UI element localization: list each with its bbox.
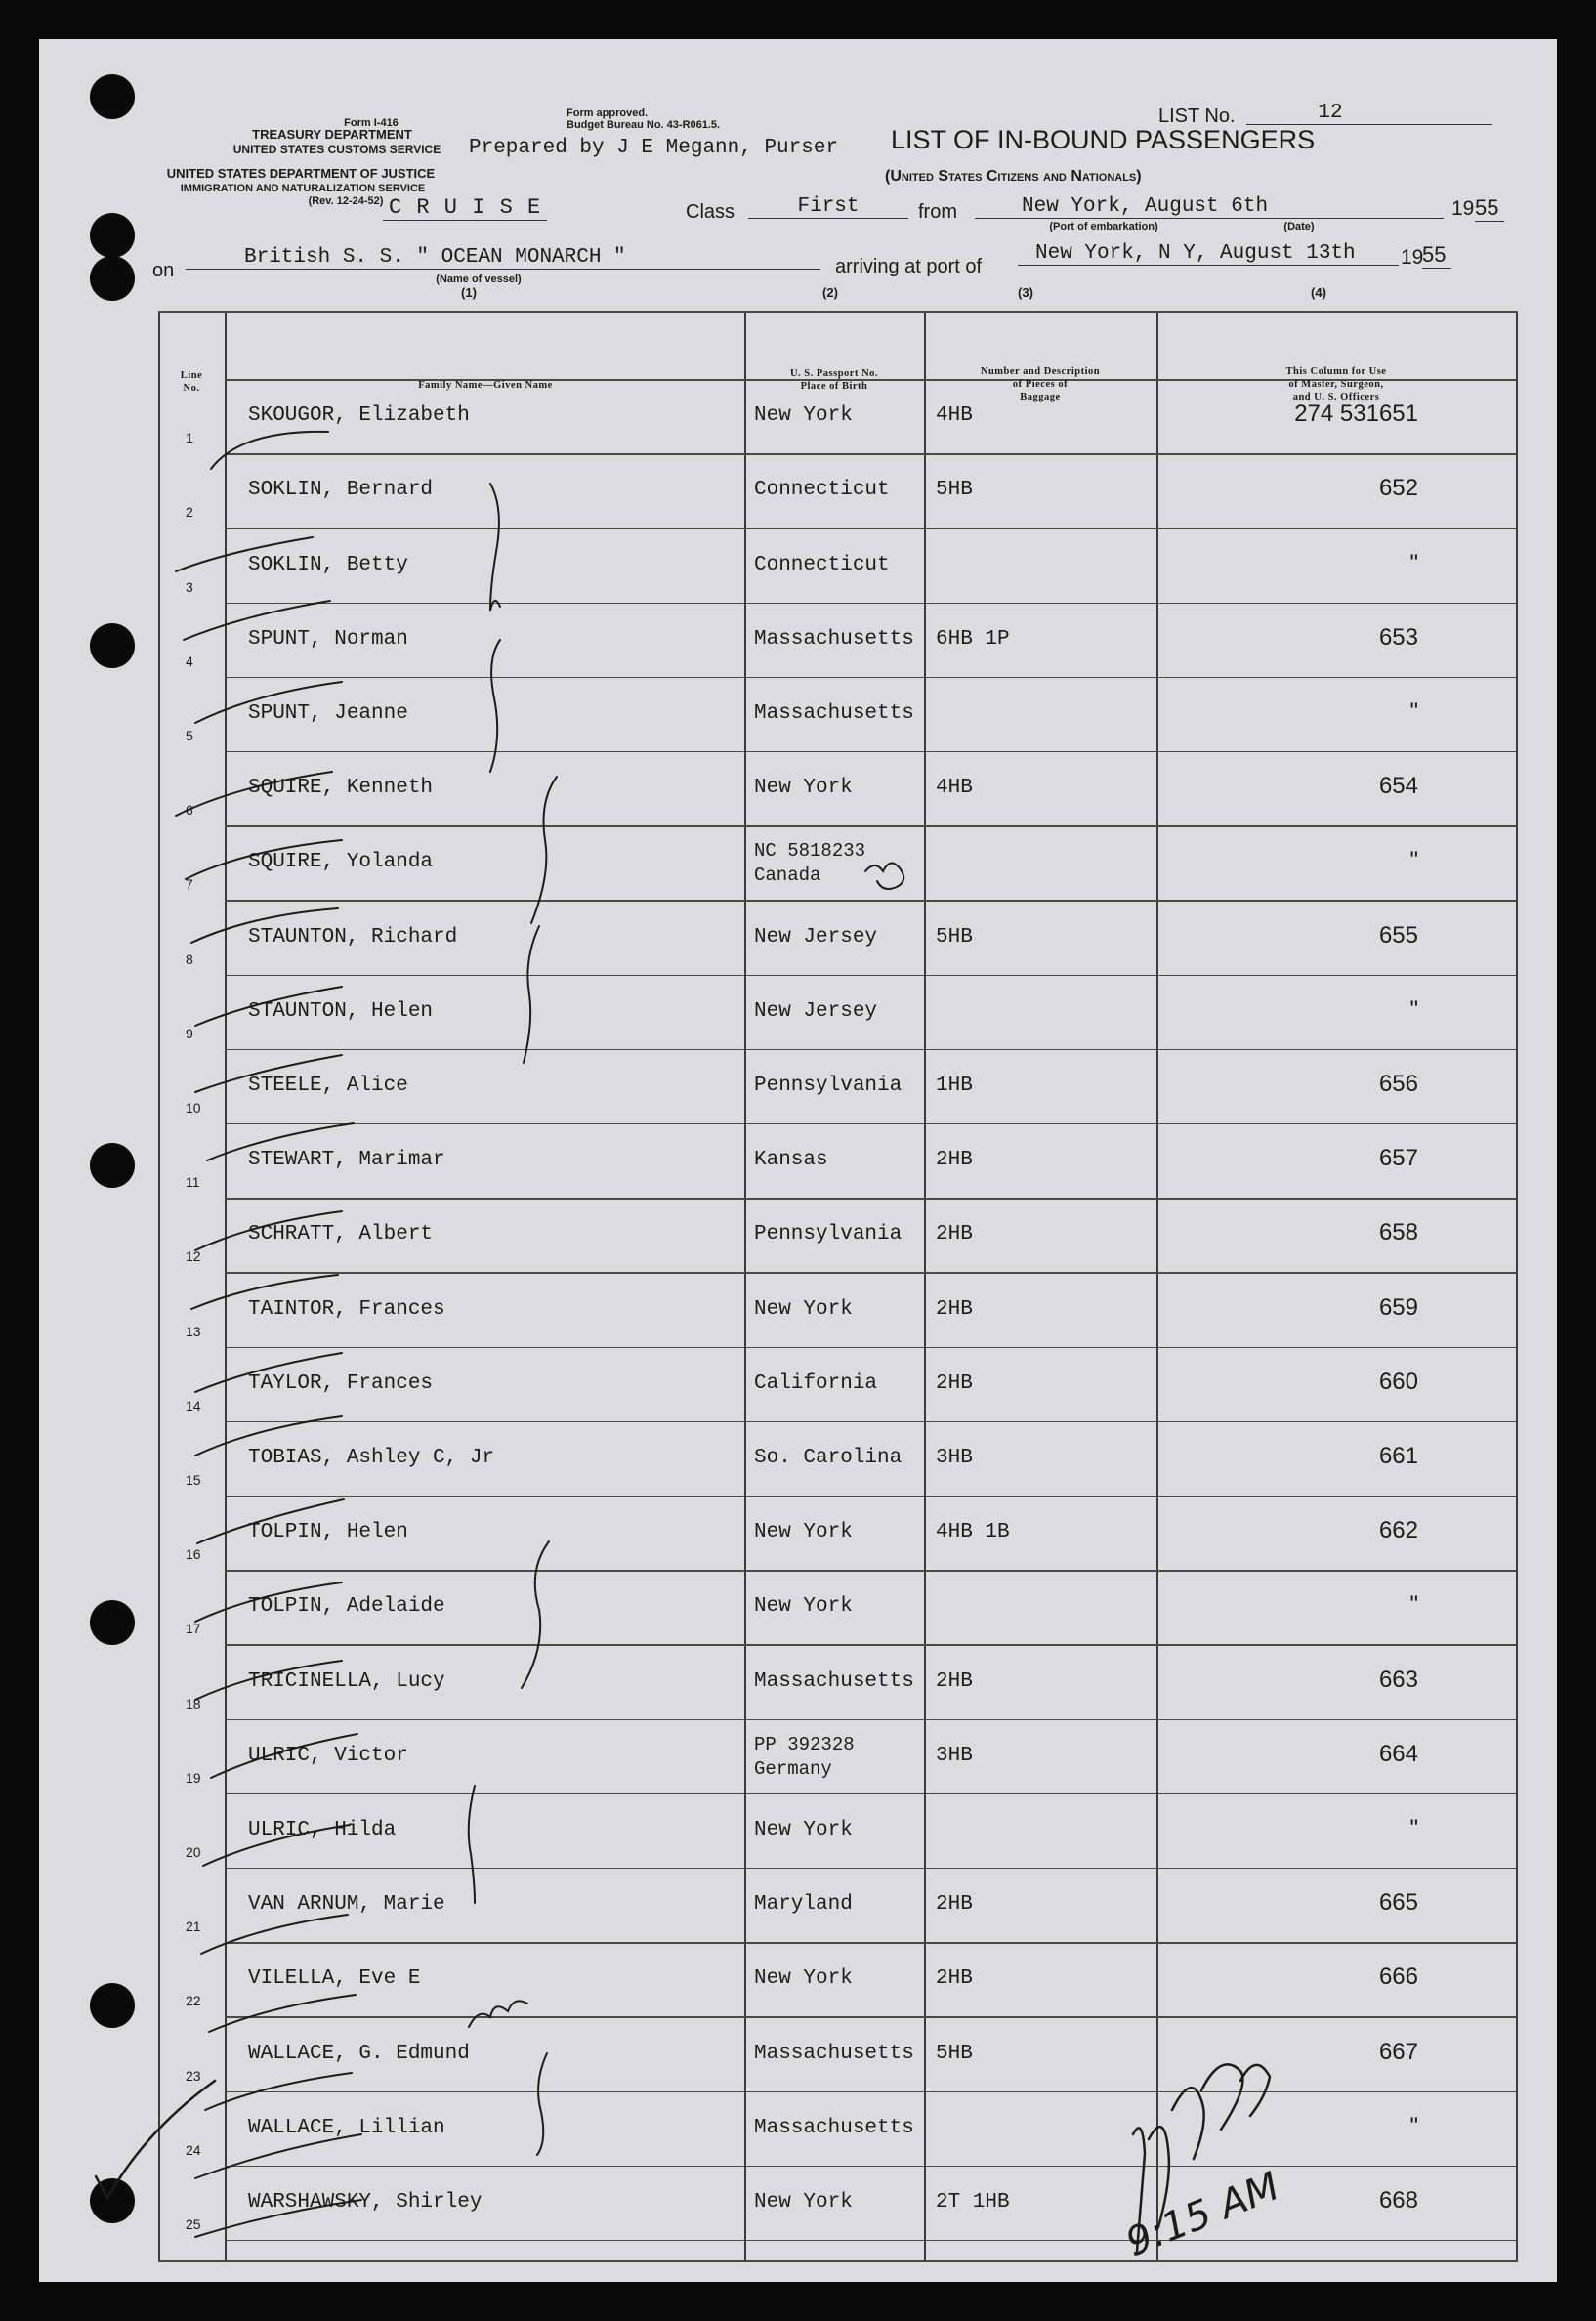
check-mark bbox=[197, 1499, 344, 1543]
officer-entry: " bbox=[1409, 697, 1418, 725]
passenger-name: STEELE, Alice bbox=[248, 1074, 408, 1097]
check-mark bbox=[207, 1123, 354, 1160]
place-of-birth: Massachusetts bbox=[754, 2116, 914, 2139]
place-of-birth: Connecticut bbox=[754, 479, 890, 502]
officer-entry: 662 bbox=[1378, 1517, 1418, 1544]
column-index-2: (2) bbox=[822, 285, 838, 300]
check-mark bbox=[186, 840, 342, 879]
check-mark bbox=[195, 1353, 342, 1392]
port-caption: (Port of embarkation) bbox=[1049, 221, 1158, 232]
prepared-by: Prepared by J E Megann, Purser bbox=[469, 137, 839, 159]
column-index-3: (3) bbox=[1018, 285, 1033, 300]
line-number: 14 bbox=[186, 1397, 201, 1414]
officer-entry: 656 bbox=[1378, 1070, 1418, 1097]
document-title: LIST OF IN-BOUND PASSENGERS bbox=[891, 125, 1316, 154]
place-of-birth: New York bbox=[754, 2190, 853, 2214]
brace-squire bbox=[531, 777, 557, 923]
baggage: 4HB 1B bbox=[936, 1521, 1010, 1544]
passenger-name: STAUNTON, Helen bbox=[248, 999, 434, 1023]
line-number: 10 bbox=[186, 1099, 201, 1116]
line-number: 22 bbox=[186, 1993, 201, 2009]
brace-spunt bbox=[490, 640, 500, 772]
check-mark bbox=[195, 2200, 361, 2237]
arrival-year-prefix: 19 bbox=[1401, 246, 1424, 269]
year-value: 55 bbox=[1475, 195, 1504, 222]
form-approved: Form approved. bbox=[567, 107, 649, 119]
baggage: 2HB bbox=[936, 1372, 973, 1395]
place-of-birth: New York bbox=[754, 1297, 853, 1321]
officer-entry: 668 bbox=[1378, 2186, 1418, 2214]
place-of-birth: New York bbox=[754, 404, 853, 428]
line-number: 15 bbox=[186, 1471, 201, 1488]
officer-entry: " bbox=[1409, 2112, 1418, 2139]
line-number: 5 bbox=[186, 727, 193, 743]
passenger-name: SPUNT, Jeanne bbox=[248, 701, 408, 725]
place-of-birth: Pennsylvania bbox=[754, 1074, 903, 1097]
passenger-name: SQUIRE, Kenneth bbox=[248, 777, 434, 800]
passenger-name: VAN ARNUM, Marie bbox=[248, 1893, 445, 1917]
passenger-name: SQUIRE, Yolanda bbox=[248, 851, 434, 874]
baggage: 2HB bbox=[936, 1149, 973, 1172]
check-mark bbox=[176, 772, 332, 819]
initials-scribble bbox=[865, 863, 903, 889]
passenger-name: STAUNTON, Richard bbox=[248, 925, 458, 949]
line-number: 19 bbox=[186, 1769, 201, 1786]
arriving-label: arriving at port of bbox=[835, 256, 983, 277]
place-of-birth: Kansas bbox=[754, 1149, 828, 1172]
dept-treasury: TREASURY DEPARTMENT bbox=[252, 127, 412, 142]
stamp-time: 9:15 AM bbox=[1119, 2164, 1286, 2266]
passenger-name: WALLACE, G. Edmund bbox=[248, 2042, 470, 2065]
column-index-4: (4) bbox=[1311, 285, 1326, 300]
brace-staunton bbox=[524, 926, 539, 1063]
place-of-birth: Massachusetts bbox=[754, 1669, 914, 1693]
officer-entry: 274 531651 bbox=[1294, 401, 1418, 428]
passenger-name: TAINTOR, Frances bbox=[248, 1297, 445, 1321]
baggage: 1HB bbox=[936, 1074, 973, 1097]
check-mark bbox=[203, 1825, 350, 1866]
line-number: 6 bbox=[186, 802, 193, 819]
list-number: 12 bbox=[1246, 102, 1492, 125]
list-number-label: LIST No. bbox=[1158, 106, 1236, 127]
check-mark bbox=[195, 1416, 342, 1456]
place-of-birth: NC 5818233 Canada bbox=[754, 840, 866, 887]
class-label: Class bbox=[686, 201, 735, 223]
line-number: 3 bbox=[186, 578, 193, 595]
check-mark bbox=[211, 432, 328, 469]
line-number: 20 bbox=[186, 1843, 201, 1860]
baggage: 2HB bbox=[936, 1297, 973, 1321]
manifest-page bbox=[39, 39, 1557, 2282]
check-mark bbox=[201, 1915, 348, 1954]
line-number: 8 bbox=[186, 950, 193, 967]
passenger-name: TAYLOR, Frances bbox=[248, 1372, 434, 1395]
baggage: 4HB bbox=[936, 777, 973, 800]
passenger-name: WALLACE, Lillian bbox=[248, 2116, 445, 2139]
col-header-baggage: Number and Description of Pieces of Baggage bbox=[980, 366, 1101, 402]
brace-wallace bbox=[537, 2053, 547, 2155]
large-check-mark bbox=[96, 2081, 215, 2198]
baggage: 6HB 1P bbox=[936, 627, 1010, 651]
from-label: from bbox=[918, 201, 957, 223]
check-mark bbox=[195, 682, 342, 723]
dept-customs: UNITED STATES CUSTOMS SERVICE bbox=[232, 143, 441, 156]
line-number: 2 bbox=[186, 504, 193, 521]
baggage: 3HB bbox=[936, 1446, 973, 1469]
check-mark bbox=[195, 1055, 342, 1092]
vessel-caption: (Name of vessel) bbox=[436, 274, 522, 285]
document-subtitle: (United States Citizens and Nationals) bbox=[885, 168, 1142, 185]
line-number: 25 bbox=[186, 2216, 201, 2232]
officer-entry: 654 bbox=[1378, 773, 1418, 800]
check-mark bbox=[195, 1211, 342, 1250]
officer-entry: " bbox=[1409, 995, 1418, 1023]
check-mark bbox=[211, 1734, 357, 1778]
brace-ulric bbox=[469, 1786, 475, 1903]
officer-entry: 661 bbox=[1378, 1442, 1418, 1469]
officer-entry: 659 bbox=[1378, 1293, 1418, 1321]
form-revision: (Rev. 12-24-52) bbox=[308, 195, 384, 207]
place-of-birth: New York bbox=[754, 777, 853, 800]
officer-entry: 665 bbox=[1378, 1889, 1418, 1917]
passenger-name: ULRIC, Hilda bbox=[248, 1818, 397, 1841]
officer-entry: 655 bbox=[1378, 921, 1418, 949]
baggage: 2HB bbox=[936, 1223, 973, 1246]
cruise-stamp: C R U I S E bbox=[383, 195, 547, 221]
officer-entry: 667 bbox=[1378, 2038, 1418, 2065]
passenger-name: SOKLIN, Bernard bbox=[248, 479, 434, 502]
brace-soklin bbox=[490, 484, 500, 611]
place-of-birth: So. Carolina bbox=[754, 1446, 903, 1469]
passenger-name: TOLPIN, Helen bbox=[248, 1521, 408, 1544]
vessel-name: British S. S. " OCEAN MONARCH " bbox=[186, 246, 820, 270]
place-of-birth: New Jersey bbox=[754, 925, 878, 949]
officer-entry: " bbox=[1409, 1814, 1418, 1841]
line-number: 18 bbox=[186, 1695, 201, 1711]
check-mark bbox=[191, 1275, 338, 1309]
place-of-birth: New Jersey bbox=[754, 999, 878, 1023]
passenger-name: VILELLA, Eve E bbox=[248, 1967, 421, 1991]
baggage: 5HB bbox=[936, 2042, 973, 2065]
passenger-name: STEWART, Marimar bbox=[248, 1149, 445, 1172]
form-number: Form I-416 bbox=[344, 117, 399, 129]
place-of-birth: Pennsylvania bbox=[754, 1223, 903, 1246]
officer-entry: 653 bbox=[1378, 623, 1418, 651]
passenger-name: WARSHAWSKY, Shirley bbox=[248, 2190, 483, 2214]
class-value: First bbox=[748, 195, 908, 219]
baggage: 5HB bbox=[936, 925, 973, 949]
check-mark bbox=[191, 908, 338, 943]
initials-scribble bbox=[469, 2001, 527, 2027]
place-of-birth: Massachusetts bbox=[754, 627, 914, 651]
place-of-birth: New York bbox=[754, 1521, 853, 1544]
baggage: 2HB bbox=[936, 1669, 973, 1693]
check-mark bbox=[176, 537, 313, 571]
check-mark bbox=[195, 1661, 342, 1700]
on-label: on bbox=[152, 260, 175, 281]
col-header-passport: U. S. Passport No. Place of Birth bbox=[789, 368, 879, 392]
check-mark bbox=[205, 2073, 352, 2110]
passenger-name: SCHRATT, Albert bbox=[248, 1223, 434, 1246]
check-mark bbox=[195, 1582, 342, 1622]
baggage: 2T 1HB bbox=[936, 2190, 1010, 2214]
officer-entry: 657 bbox=[1378, 1145, 1418, 1172]
passenger-name: SOKLIN, Betty bbox=[248, 553, 408, 576]
line-number: 9 bbox=[186, 1025, 193, 1041]
place-of-birth: PP 392328 Germany bbox=[754, 1733, 855, 1780]
check-mark bbox=[184, 601, 330, 640]
place-of-birth: Maryland bbox=[754, 1893, 853, 1917]
place-of-birth: Massachusetts bbox=[754, 2042, 914, 2065]
officer-entry: 658 bbox=[1378, 1219, 1418, 1246]
officer-entry: " bbox=[1409, 1591, 1418, 1619]
line-number: 11 bbox=[186, 1174, 200, 1191]
line-number: 12 bbox=[186, 1248, 201, 1265]
officer-entry: 666 bbox=[1378, 1963, 1418, 1991]
officer-entry: " bbox=[1409, 847, 1418, 874]
line-number: 16 bbox=[186, 1546, 201, 1563]
check-mark bbox=[209, 1995, 356, 2032]
budget-bureau: Budget Bureau No. 43-R061.5. bbox=[567, 119, 721, 131]
handwritten-annotations bbox=[39, 39, 1557, 2282]
passenger-name: TOLPIN, Adelaide bbox=[248, 1595, 445, 1619]
baggage: 4HB bbox=[936, 404, 973, 428]
col-header-line: Line No. bbox=[180, 370, 203, 394]
baggage: 2HB bbox=[936, 1967, 973, 1991]
officer-entry: 652 bbox=[1378, 475, 1418, 502]
line-number: 24 bbox=[186, 2141, 201, 2158]
year-prefix: 19 bbox=[1451, 197, 1475, 220]
line-number: 1 bbox=[186, 430, 193, 446]
place-of-birth: Connecticut bbox=[754, 553, 890, 576]
line-number: 17 bbox=[186, 1621, 201, 1637]
officer-entry: " bbox=[1409, 549, 1418, 576]
place-of-birth: New York bbox=[754, 1818, 853, 1841]
date-caption: (Date) bbox=[1283, 221, 1315, 232]
place-of-birth: Massachusetts bbox=[754, 701, 914, 725]
baggage: 2HB bbox=[936, 1893, 973, 1917]
place-of-birth: California bbox=[754, 1372, 878, 1395]
arrival-year: 55 bbox=[1422, 242, 1451, 269]
dept-ins: IMMIGRATION AND NATURALIZATION SERVICE bbox=[180, 183, 426, 194]
place-of-birth: New York bbox=[754, 1967, 853, 1991]
col-header-officers: This Column for Use of Master, Surgeon, and U. S. Officers bbox=[1285, 366, 1387, 402]
officer-entry: 663 bbox=[1378, 1666, 1418, 1693]
line-number: 13 bbox=[186, 1323, 201, 1339]
check-mark bbox=[195, 2134, 361, 2178]
passenger-name: SKOUGOR, Elizabeth bbox=[248, 404, 470, 428]
embarkation-port: New York, August 6th bbox=[975, 195, 1444, 219]
check-mark bbox=[195, 987, 342, 1026]
line-number: 23 bbox=[186, 2067, 201, 2084]
officer-entry: 664 bbox=[1378, 1740, 1418, 1767]
dept-justice: UNITED STATES DEPARTMENT OF JUSTICE bbox=[166, 166, 436, 181]
passenger-name: ULRIC, Victor bbox=[248, 1744, 408, 1767]
passenger-name: SPUNT, Norman bbox=[248, 627, 408, 651]
officer-entry: 660 bbox=[1378, 1368, 1418, 1395]
col-header-name: Family Name—Given Name bbox=[418, 380, 553, 391]
line-number: 4 bbox=[186, 653, 193, 669]
passenger-name: TRICINELLA, Lucy bbox=[248, 1669, 445, 1693]
baggage: 5HB bbox=[936, 479, 973, 502]
place-of-birth: New York bbox=[754, 1595, 853, 1619]
line-number: 7 bbox=[186, 876, 193, 893]
column-index-1: (1) bbox=[461, 285, 477, 300]
baggage: 3HB bbox=[936, 1744, 973, 1767]
brace-tolpin bbox=[522, 1541, 549, 1688]
line-number: 21 bbox=[186, 1919, 201, 1935]
passenger-name: TOBIAS, Ashley C, Jr bbox=[248, 1446, 495, 1469]
arrival-port: New York, N Y, August 13th bbox=[1018, 242, 1399, 266]
